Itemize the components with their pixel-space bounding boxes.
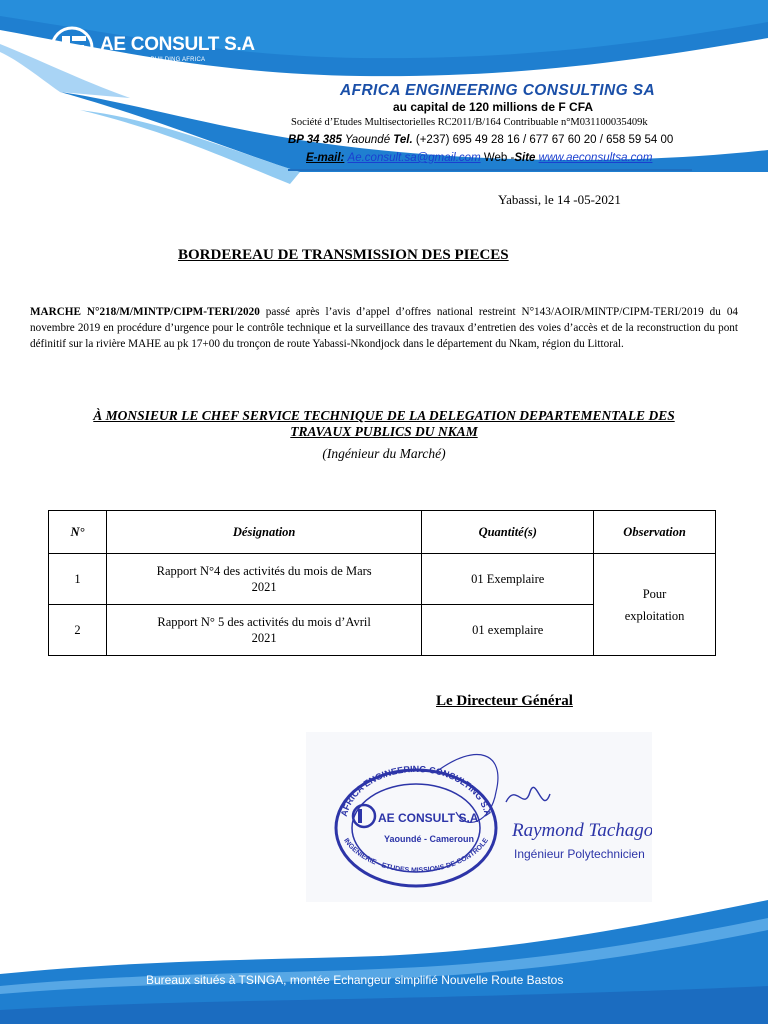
recipient-line-2: TRAVAUX PUBLICS DU NKAM (290, 424, 478, 439)
signer-role: Ingénieur Polytechnicien (514, 847, 645, 861)
stamp-logo-text: AE CONSULT S.A (378, 811, 479, 825)
row-observation (594, 554, 716, 656)
row-number: 2 (49, 605, 107, 656)
company-name: AFRICA ENGINEERING CONSULTING SA (340, 82, 656, 99)
company-contact-web (306, 152, 652, 164)
document-title: BORDEREAU DE TRANSMISSION DES PIECES (178, 247, 509, 263)
contract-paragraph (30, 304, 738, 352)
observation-line: Pour (642, 586, 667, 601)
table-header-row (49, 511, 716, 554)
stamp-signature-area (306, 732, 652, 902)
logo-tagline: TOGETHER, BUILDING AFRICA (112, 57, 206, 63)
recipient-line-1: À MONSIEUR LE CHEF SERVICE TECHNIQUE DE LA DELEGATION DEPARTEMENTALE DES (93, 408, 675, 423)
document-date: Yabassi, le 14 -05-2021 (498, 192, 621, 207)
company-stamp-icon (306, 732, 652, 902)
transmission-table (48, 510, 716, 656)
header-observation: Observation (594, 511, 716, 554)
row-designation (106, 554, 421, 605)
row-designation (106, 605, 421, 656)
city-label: Yaoundé (341, 134, 394, 146)
header-number: N° (49, 511, 107, 554)
website-link[interactable]: www.aeconsultsa.com (538, 152, 653, 164)
bp-label: BP 34 385 (288, 134, 342, 146)
stamp-city-text: Yaoundé - Cameroun (384, 834, 475, 844)
header-quantity: Quantité(s) (422, 511, 594, 554)
site-label: Site (514, 152, 536, 164)
director-title: Le Directeur Général (436, 693, 573, 709)
recipient-block (30, 408, 738, 440)
company-capital: au capital de 120 millions de F CFA (393, 100, 594, 114)
footer-wave-banner (0, 890, 768, 1024)
signer-name: Raymond Tachago (512, 820, 652, 841)
contract-reference: MARCHE N°218/M/MINTP/CIPM-TERI/2020 (30, 306, 260, 318)
tel-label: Tel. (393, 134, 413, 146)
stamp-top-text: AFRICA ENGINEERING CONSULTING S.A (338, 763, 494, 818)
row-quantity: 01 Exemplaire (422, 554, 594, 605)
email-link[interactable]: Ae.consult.sa@gmail.com (347, 152, 481, 164)
email-label: E-mail: (306, 152, 345, 164)
contract-description: passé après l’avis d’appel d’offres national restreint N°143/AOIR/MINTP/CIPM-TERI/2019 du 04 novembre 2019 en procédure d’urgence pour le contrôle technique et la surveillance des travaux d’entretien des voies d’accès et de la reconstruction du pont définitif sur la rivière MAHE au pk 17+00 du tronçon de route Yabassi-Nkondjock dans le département du Nkam, région du Littoral. (30, 306, 739, 350)
web-label: Web - (480, 152, 515, 164)
footer-address: Bureaux situés à TSINGA, montée Echangeur simplifié Nouvelle Route Bastos (146, 973, 564, 987)
company-contact-phones (288, 134, 673, 146)
row-quantity: 01 exemplaire (422, 605, 594, 656)
observation-line: exploitation (624, 608, 685, 623)
header-divider (288, 169, 692, 171)
phone-numbers: (+237) 695 49 28 16 / 677 67 60 20 / 658 59 54 00 (412, 134, 674, 146)
designation-line: 2021 (251, 631, 277, 645)
stamp-bottom-text: INGENIERIE - ETUDES MISSIONS DE CONTROLE (342, 837, 490, 875)
company-registration: Société d’Etudes Multisectorielles RC2011/B/164 Contribuable n°M031100035409k (291, 117, 648, 128)
designation-line: Rapport N°4 des activités du mois de Mars (156, 564, 372, 578)
table-row (49, 554, 716, 605)
logo-name: AE CONSULT S.A (100, 34, 255, 55)
row-number: 1 (49, 554, 107, 605)
recipient-subtitle: (Ingénieur du Marché) (322, 446, 446, 461)
designation-line: 2021 (251, 580, 277, 594)
header-designation: Désignation (106, 511, 421, 554)
designation-line: Rapport N° 5 des activités du mois d’Avril (157, 615, 371, 629)
